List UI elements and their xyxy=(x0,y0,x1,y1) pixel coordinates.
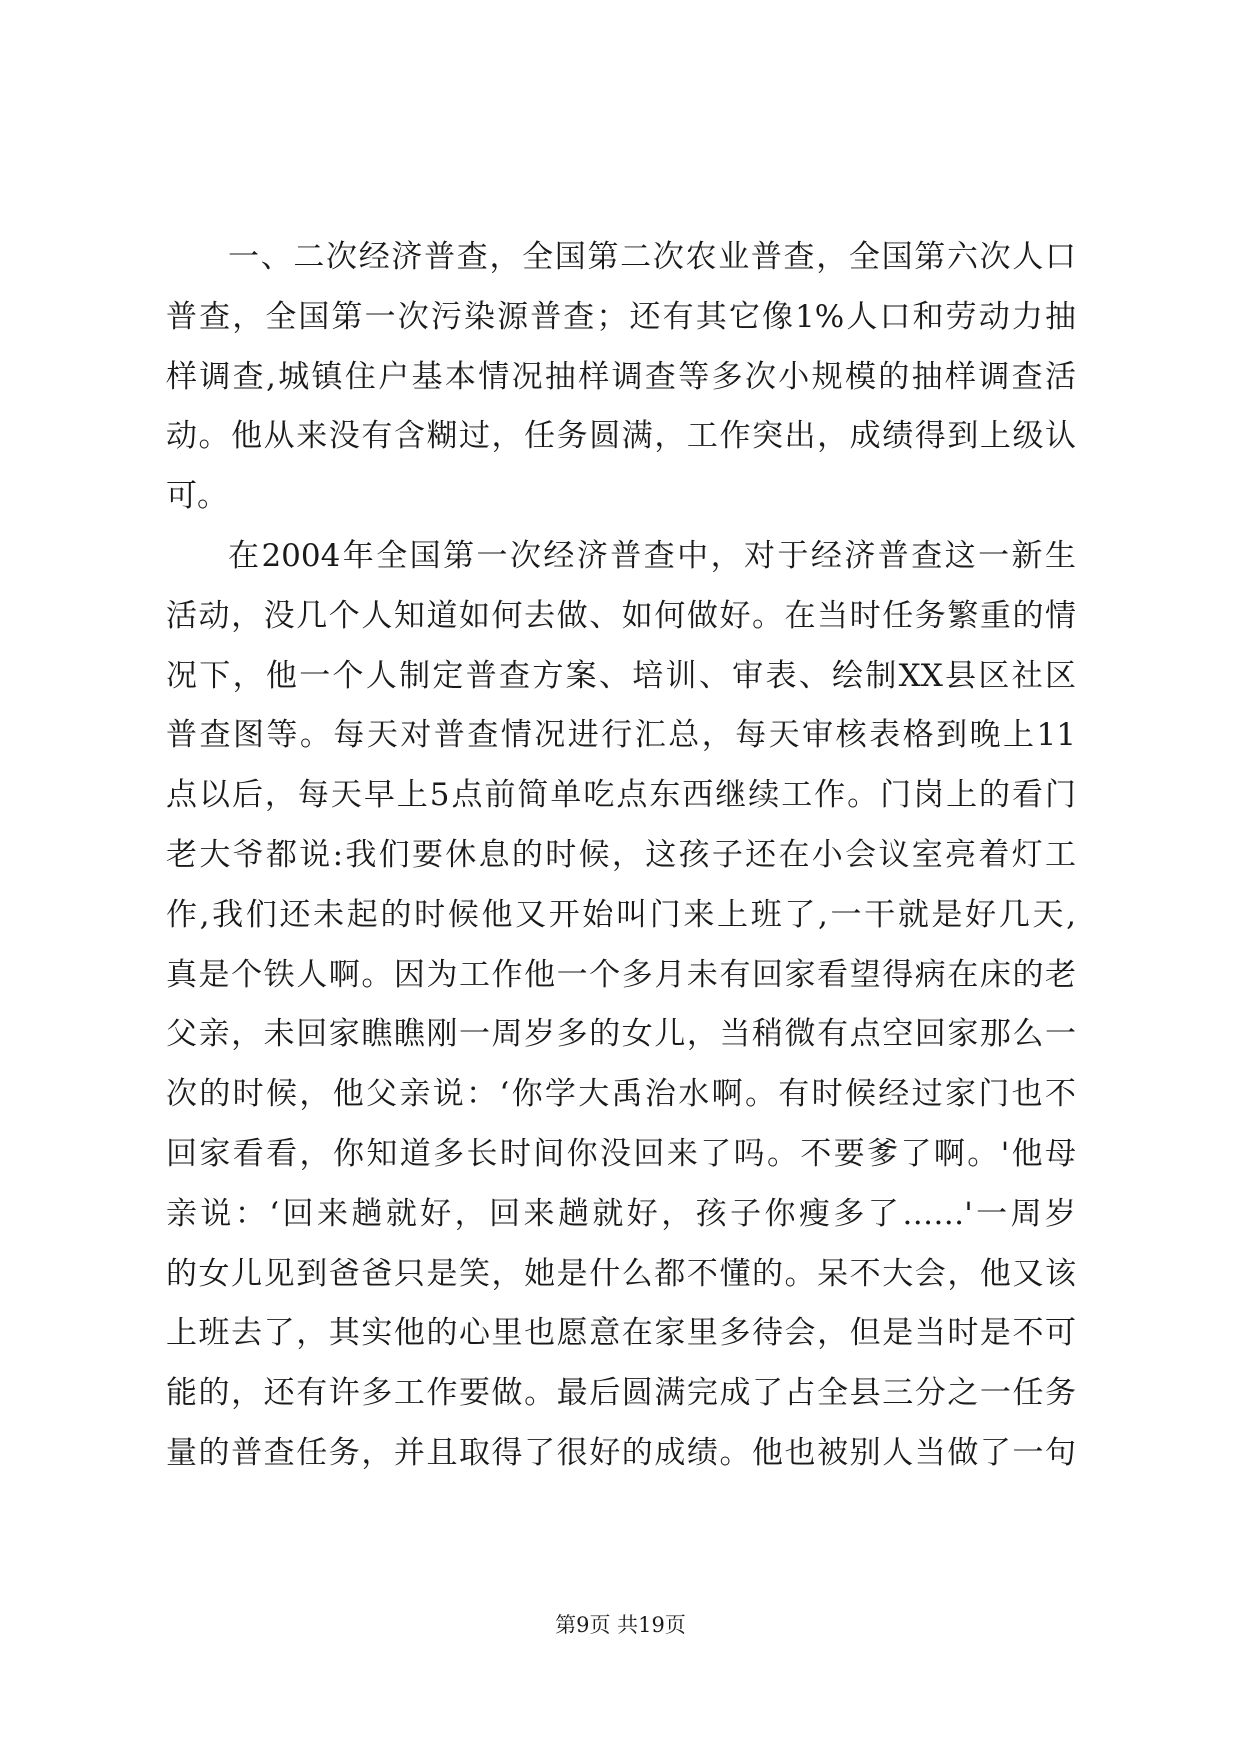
text-line: 普查，全国第一次污染源普查；还有其它像1%人口和劳动力抽 xyxy=(166,298,1076,335)
paragraph-1 xyxy=(166,228,1076,527)
text-line: 次的时候，他父亲说：‘你学大禹治水啊。有时候经过家门也不 xyxy=(166,1076,1076,1113)
text-line: 上班去了，其实他的心里也愿意在家里多待会，但是当时是不可 xyxy=(166,1315,1076,1352)
text-line: 父亲，未回家瞧瞧刚一周岁多的女儿，当稍微有点空回家那么一 xyxy=(166,1016,1076,1053)
text-line: 普查图等。每天对普查情况进行汇总，每天审核表格到晚上11 xyxy=(166,717,1076,754)
text-line: 在2004年全国第一次经济普查中，对于经济普查这一新生 xyxy=(228,537,1076,574)
text-line: 样调查,城镇住户基本情况抽样调查等多次小规模的抽样调查活 xyxy=(166,358,1076,395)
text-line: 真是个铁人啊。因为工作他一个多月未有回家看望得病在床的老 xyxy=(166,956,1076,993)
text-line: 能的，还有许多工作要做。最后圆满完成了占全县三分之一任务 xyxy=(166,1375,1076,1412)
text-line: 可。 xyxy=(166,478,228,515)
text-line: 况下，他一个人制定普查方案、培训、审表、绘制XX县区社区 xyxy=(166,657,1076,694)
text-line: 点以后，每天早上5点前简单吃点东西继续工作。门岗上的看门 xyxy=(166,777,1076,814)
text-line: 亲说：‘回来趟就好，回来趟就好，孩子你瘦多了……'一周岁 xyxy=(166,1195,1076,1232)
paragraph-2 xyxy=(166,527,1076,1484)
text-line: 活动，没几个人知道如何去做、如何做好。在当时任务繁重的情 xyxy=(166,597,1076,634)
text-line: 量的普查任务，并且取得了很好的成绩。他也被别人当做了一句 xyxy=(166,1434,1076,1471)
page-number-footer: 第9页 共19页 xyxy=(555,1613,686,1637)
text-line: 一、二次经济普查，全国第二次农业普查，全国第六次人口 xyxy=(228,239,1076,275)
document-body xyxy=(166,228,1076,1484)
text-line: 的女儿见到爸爸只是笑，她是什么都不懂的。呆不大会，他又该 xyxy=(166,1255,1076,1292)
text-line: 作,我们还未起的时候他又开始叫门来上班了,一干就是好几天, xyxy=(166,896,1076,933)
text-line: 老大爷都说:我们要休息的时候，这孩子还在小会议室亮着灯工 xyxy=(166,836,1076,873)
text-line: 动。他从来没有含糊过，任务圆满，工作突出，成绩得到上级认 xyxy=(166,418,1076,455)
text-line: 回家看看，你知道多长时间你没回来了吗。不要爹了啊。'他母 xyxy=(166,1135,1076,1172)
